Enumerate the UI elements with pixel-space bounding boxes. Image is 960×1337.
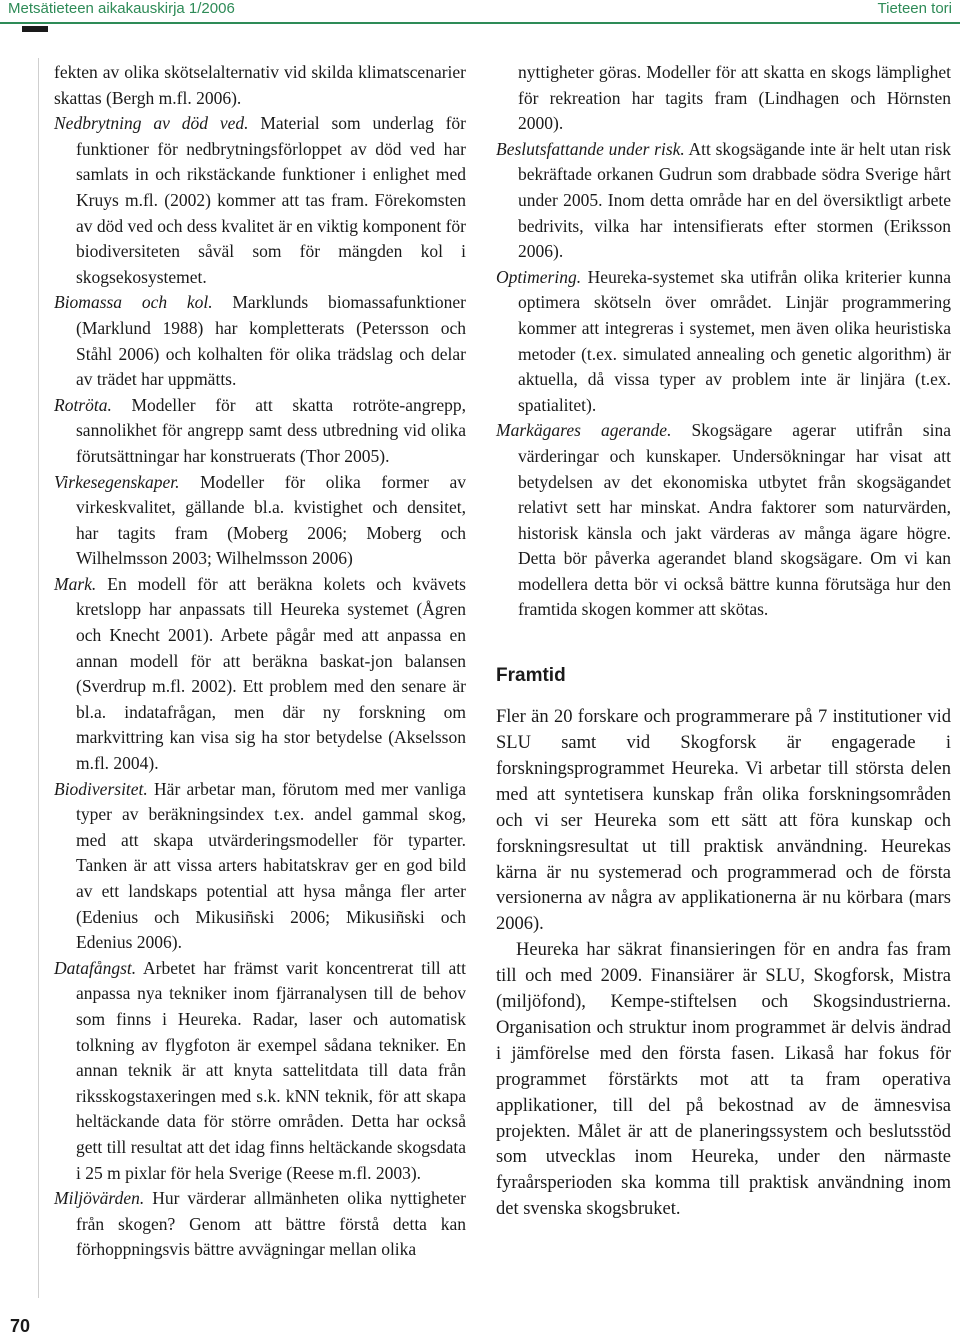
list-item bbox=[54, 470, 466, 572]
item-text: Arbetet har främst varit koncentrerat till att anpassa nya tekniker inom fjärranalysen till de behov som finns i Heureka. Radar, laser och automatisk tolkning av flygfoton är exempel sådana tekniker. En annan teknik är att knyta sattelitdata till data från riksskogstaxeringen med s.k. kNN teknik, för att skapa heltäckande data för större områden. Detta har också gett till resultat att det idag finns heltäckande skogsdata i 25 m pixlar för hela Sverige (Reese m.fl. 2003). bbox=[76, 957, 466, 1183]
column-rule bbox=[38, 58, 39, 1298]
item-lead: Rotröta. bbox=[54, 394, 112, 415]
list-item bbox=[496, 265, 951, 419]
item-lead: Markägares agerande. bbox=[496, 420, 672, 441]
item-text: Skogsägare agerar utifrån sina värderingar och kunskaper. Undersökningar har visat att betydelsen av det ekonomiska utbytet från skogsägandet relativt sett har minskat. Andra faktorer som naturvärden, historisk känsla och jakt värderas av många ägare högre. Detta bör påverka agerandet bland skogsägare. Om vi kan modellera detta bör vi också bättre kunna förutsäga hur den framtida skogen kommer att skötas. bbox=[518, 420, 951, 620]
list-item bbox=[54, 290, 466, 392]
list-item bbox=[54, 956, 466, 1186]
page-number: 70 bbox=[10, 1316, 31, 1336]
body-paragraph: Heureka har säkrat finansieringen för en andra fas fram till och med 2009. Finansiärer är SLU, Skogforsk, Mistra (miljöfond), Kempe-stiftelsen och Skogsindustrierna. Organisation och struktur inom programmet är delvis ändrad i jämförelse med den första fasen. Likaså har fokus för programmet förstärkts mot att ta fram operativa applikationer, till del på bekostnad av de ämnesvisa projekten. Målet är att de planeringssystem och beslutsstöd som utvecklas inom Heureka, under den närmaste fyraårsperioden ska komma till praktisk användning inom det svenska skogsbruket. bbox=[496, 940, 951, 1220]
item-text: Material som underlag för funktioner för nedbrytningsförloppet av död ved har samlats in och rikstäckande funktioner i enlighet med Kruys m.fl. (2002) kommer att tas fram. Förekomsten av död ved och dess kvalitet är en viktig komponent för biodiversiteten såväl som för mängden kol i skogsekosystemet. bbox=[76, 113, 467, 287]
list-item bbox=[496, 418, 951, 623]
list-item bbox=[54, 393, 466, 470]
item-text: Heureka-systemet ska utifrån olika kriterier kunna optimera skötseln över området. Linjär programmering kommer att integreras i systemet, men även olika heuristiska metoder (t.ex. simulated annealing och genetic algorithm) är aktuella, då vissa typer av problem inte är linjära (t.ex. spatialitet). bbox=[518, 266, 951, 415]
list-item bbox=[54, 572, 466, 777]
item-text: Att skogsägande inte är helt utan risk bekräftade orkanen Gudrun som drabbade södra Sverige hårt under 2005. Inom detta område har en del översiktligt arbete bedrivits, vilka har intensifierats efter stormen (Eriksson 2006). bbox=[518, 138, 952, 262]
list-item bbox=[54, 777, 466, 956]
left-continuation: fekten av olika skötselalternativ vid skilda klimatscenarier skattas (Bergh m.fl. 2006). bbox=[54, 62, 466, 108]
section-title: Tieteen tori bbox=[877, 0, 952, 17]
item-lead: Virkesegenskaper. bbox=[54, 471, 180, 492]
item-text: Marklunds biomassafunktioner (Marklund 1988) har kompletterats (Petersson och Ståhl 2006) och kolhalten för olika trädslag och delar av trädet har uppmätts. bbox=[76, 292, 466, 390]
journal-title: Metsätieteen aikakauskirja 1/2006 bbox=[8, 0, 235, 17]
section-heading: Framtid bbox=[496, 665, 566, 687]
list-item bbox=[496, 137, 951, 265]
item-lead: Miljövärden. bbox=[54, 1188, 145, 1209]
section-body bbox=[496, 705, 951, 1223]
item-lead: Mark. bbox=[54, 573, 97, 594]
item-lead: Optimering. bbox=[496, 266, 582, 287]
item-lead: Beslutsfattande under risk. bbox=[496, 138, 685, 159]
header-marker bbox=[22, 26, 48, 32]
item-text: Modeller för att skatta rotröte-angrepp, sannolikhet för angrepp samt dess utbredning vid olika förutsättningar har konstruerats (Thor 2005). bbox=[76, 394, 466, 466]
item-text: Modeller för olika former av virkeskvalitet, gällande bl.a. kvistighet och densitet, har tagits fram (Moberg 2006; Moberg och Wilhelmsson 2003; Wilhelmsson 2006) bbox=[76, 471, 466, 569]
list-item bbox=[54, 1186, 466, 1263]
item-text: En modell för att beräkna kolets och kvävets kretslopp har anpassats till Heureka systemet (Ågren och Knecht 2001). Arbete pågår med att anpassa en annan modell för att beräkna baskat-jon balansen (Sverdrup m.fl. 2002). Ett problem med den senare är bl.a. indatafrågan, men där ny forskning om markvittring kan visa sig ha stor betydelse (Akselsson m.fl. 2004). bbox=[76, 573, 466, 774]
item-lead: Biodiversitet. bbox=[54, 778, 148, 799]
right-continuation: nyttigheter göras. Modeller för att skatta en skogs lämplighet för rekreation har tagits fram (Lindhagen och Hörnsten 2000). bbox=[518, 62, 951, 134]
item-lead: Nedbrytning av död ved. bbox=[54, 113, 249, 134]
list-item bbox=[54, 111, 466, 290]
item-lead: Biomassa och kol. bbox=[54, 292, 213, 313]
item-lead: Datafångst. bbox=[54, 957, 137, 978]
item-text: Hur värderar allmänheten olika nyttigheter från skogen? Genom att bättre förstå detta kan förhoppningsvis bättre avvägningar mellan olika bbox=[76, 1188, 466, 1260]
item-text: Här arbetar man, förutom med mer vanliga typer av beräkningsindex t.ex. andel gammal skog, med att skapa utvärderingsmodeller för typarter. Tanken är att vissa arters habitatskrav ger en god bild av ett landskaps potential att hysa många fler arter (Edenius och Mikusiñski 2006; Mikusiñski och Edenius 2006). bbox=[76, 778, 466, 953]
page-header bbox=[0, 0, 960, 24]
body-paragraph: Fler än 20 forskare och programmerare på 7 institutioner vid SLU samt vid Skogforsk är engagerade i forskningsprogrammet Heureka. Vi arbetar till största delen med att syntetisera kunskap från olika forskningsområden och vi ser Heureka som ett sätt att föra kunskap och forskningsresultat ut till praktisk användning. Heurekas kärna är nu systemerad och programmerad och de första versionerna av några av applikationerna är nu körbara (mars 2006). bbox=[496, 707, 951, 935]
right-column bbox=[496, 60, 951, 1223]
left-column bbox=[54, 60, 466, 1263]
